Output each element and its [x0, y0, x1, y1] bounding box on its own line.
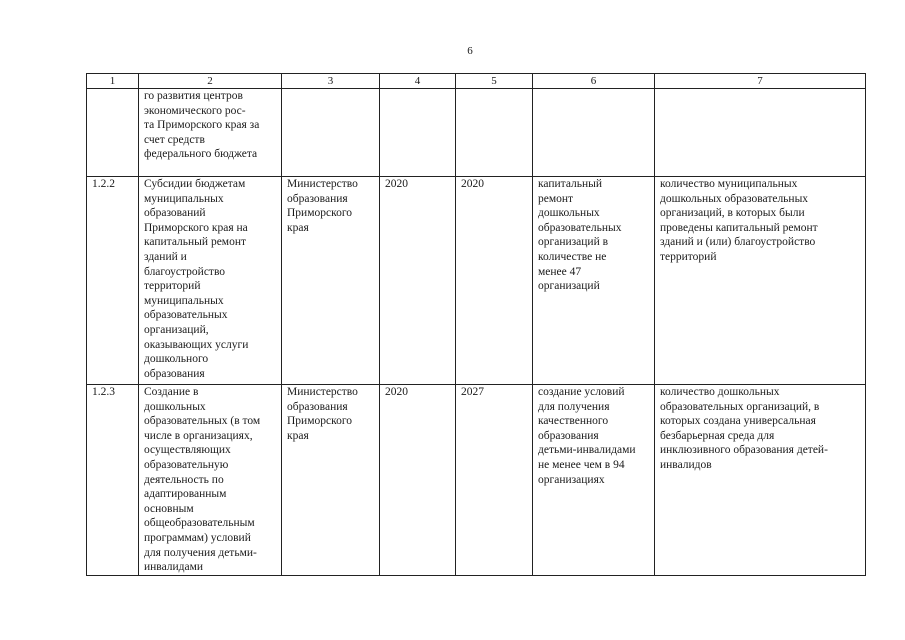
measure-name: го развития центров экономического рос- та Приморского края за счет средств федерального бюджета — [139, 89, 282, 177]
column-header: 2 — [139, 74, 282, 89]
executor — [282, 89, 380, 177]
item-number — [87, 89, 139, 177]
end-year: 2020 — [456, 177, 533, 385]
item-number: 1.2.2 — [87, 177, 139, 385]
expected-result: создание условий для получения качественного образования детьми-инвалидами не менее чем в 94 организациях — [533, 385, 655, 576]
executor: Министерство образования Приморского края — [282, 177, 380, 385]
item-number: 1.2.3 — [87, 385, 139, 576]
expected-result: капитальный ремонт дошкольных образовательных организаций в количестве не менее 47 организаций — [533, 177, 655, 385]
column-header: 6 — [533, 74, 655, 89]
table-row — [87, 89, 866, 177]
expected-result — [533, 89, 655, 177]
column-header: 3 — [282, 74, 380, 89]
indicator: количество муниципальных дошкольных образовательных организаций, в которых были проведены капитальный ремонт зданий и (или) благоустройство территорий — [655, 177, 866, 385]
header-row — [87, 74, 866, 89]
start-year: 2020 — [380, 385, 456, 576]
column-header: 4 — [380, 74, 456, 89]
measure-name: Субсидии бюджетам муниципальных образований Приморского края на капитальный ремонт зданий и благоустройство территорий муниципальных образовательных организаций, оказывающих услуги дошкольного образования — [139, 177, 282, 385]
column-header: 5 — [456, 74, 533, 89]
end-year: 2027 — [456, 385, 533, 576]
start-year: 2020 — [380, 177, 456, 385]
page-number: 6 — [467, 45, 473, 57]
table-row — [87, 385, 866, 576]
measure-name: Создание в дошкольных образовательных (в том числе в организациях, осуществляющих образовательную деятельность по адаптированным основным общеобразовательным программам) условий для получения детьми- инвалидами — [139, 385, 282, 576]
start-year — [380, 89, 456, 177]
indicator: количество дошкольных образовательных организаций, в которых создана универсальная безбарьерная среда для инклюзивного образования детей- инвалидов — [655, 385, 866, 576]
measures-table — [86, 73, 866, 576]
table-row — [87, 177, 866, 385]
indicator — [655, 89, 866, 177]
end-year — [456, 89, 533, 177]
column-header: 1 — [87, 74, 139, 89]
executor: Министерство образования Приморского края — [282, 385, 380, 576]
column-header: 7 — [655, 74, 866, 89]
